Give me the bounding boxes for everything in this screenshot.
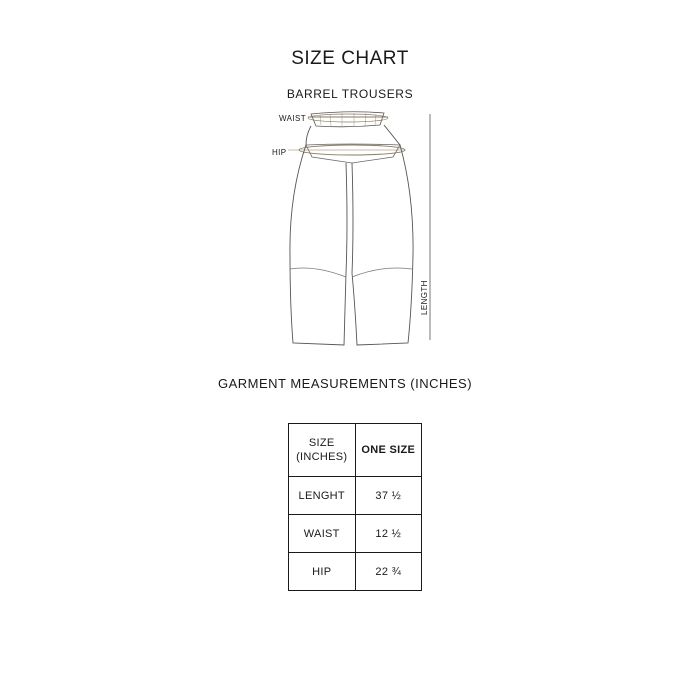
row-value: 37 ½ — [355, 477, 422, 515]
measurements-table — [288, 423, 422, 591]
row-label: WAIST — [289, 515, 356, 553]
length-label: LENGTH — [420, 280, 429, 315]
one-size-header-cell: ONE SIZE — [355, 424, 422, 477]
waist-label: WAIST — [279, 114, 307, 123]
table-row — [289, 477, 422, 515]
product-name: BARREL TROUSERS — [286, 87, 414, 101]
row-label: HIP — [289, 553, 356, 591]
size-header-line2: (INCHES) — [296, 451, 348, 463]
trousers-diagram — [260, 105, 460, 355]
page-title: SIZE CHART — [291, 48, 409, 69]
row-value: 22 ¾ — [355, 553, 422, 591]
measurements-title: GARMENT MEASUREMENTS (INCHES) — [217, 376, 473, 391]
row-label: LENGHT — [289, 477, 356, 515]
table-header-row — [289, 424, 422, 477]
hip-label: HIP — [272, 148, 287, 157]
size-header-line1: SIZE — [308, 437, 335, 449]
row-value: 12 ½ — [355, 515, 422, 553]
trousers-illustration — [260, 105, 460, 355]
size-header-cell — [289, 424, 356, 477]
table-row — [289, 515, 422, 553]
table-row — [289, 553, 422, 591]
